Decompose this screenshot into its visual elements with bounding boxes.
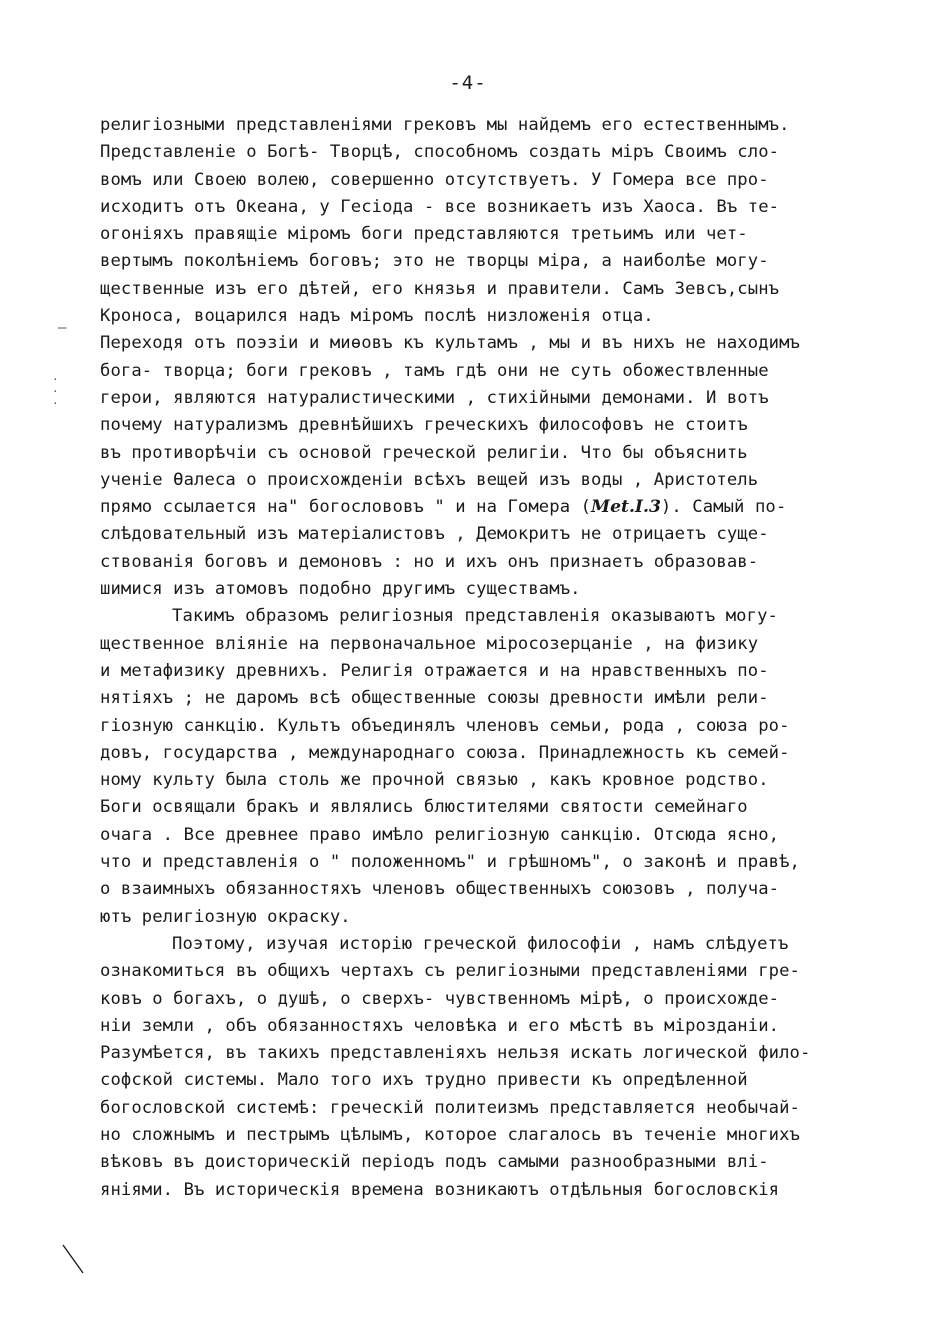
text-line: Такимъ образомъ религіозныя представленія оказываютъ могу- (172, 606, 778, 627)
text-line: щественные изъ его дѣтей, его князья и правители. Самъ Зевсъ,сынъ (100, 278, 780, 299)
text-line: ніи земли , объ обязанностяхъ человѣка и его мѣстѣ въ мірозданіи. (100, 1015, 780, 1036)
text-line: довъ, государства , международнаго союза. Принадлежность къ семей- (100, 742, 790, 763)
text-line: Боги освящали бракъ и являлись блюстителями святости семейнаго (100, 797, 748, 818)
text-line: шимися изъ атомовъ подобно другимъ существамъ. (100, 579, 581, 600)
text-line: вѣковъ въ доисторическій періодъ подъ самыми разнообразными влі- (100, 1152, 769, 1173)
text-line: ознакомиться въ общихъ чертахъ съ религіозными представленіями гре- (100, 961, 800, 982)
text-line: ствованія боговъ и демоновъ : но и ихъ онъ признаетъ образовав- (100, 551, 759, 572)
text-line: исходитъ отъ Океана, у Гесіода - все возникаетъ изъ Хаоса. Въ те- (100, 196, 780, 217)
text-line: въ противорѣчіи съ основой греческой религіи. Что бы объяснить (100, 442, 748, 463)
line-start: прямо ссылается на" богослововъ " и на Гомера ( (100, 497, 592, 518)
text-line-with-citation (100, 494, 840, 521)
text-line: Представленіе о Богѣ- Творцѣ, способномъ создать міръ Своимъ сло- (100, 142, 780, 163)
text-line: яніями. Въ историческія времена возникаютъ отдѣльныя богословскія (100, 1179, 780, 1200)
margin-dot-marks: · · · (52, 373, 59, 410)
text-line: богословской системѣ: греческій политеизмъ представляется необычай- (100, 1097, 800, 1118)
text-line: о взаимныхъ обязанностяхъ членовъ общественныхъ союзовъ , получа- (100, 879, 780, 900)
text-line: Поэтому, изучая исторію греческой философіи , намъ слѣдуетъ (172, 933, 789, 954)
text-line: и метафизику древнихъ. Религія отражается и на нравственныхъ по- (100, 660, 769, 681)
text-line: бога- творца; боги грековъ , тамъ гдѣ они не суть обожествленные (100, 360, 769, 381)
text-line: ковъ о богахъ, о душѣ, о сверхъ- чувственномъ мірѣ, о происхожде- (100, 988, 780, 1009)
text-line: что и представленія о " положенномъ" и грѣшномъ", о законѣ и правѣ, (100, 852, 800, 873)
text-line: религіозными представленіями грековъ мы найдемъ его естественнымъ. (100, 115, 790, 135)
text-line: почему натурализмъ древнѣйшихъ греческихъ философовъ не стоитъ (100, 415, 748, 436)
text-line: очага . Все древнее право имѣло религіозную санкцію. Отсюда ясно, (100, 824, 780, 845)
text-line: герои, являются натуралистическими , стихійными демонами. И вотъ (100, 387, 769, 408)
text-line: софской системы. Мало того ихъ трудно привести къ опредѣленной (100, 1070, 748, 1091)
text-line: ному культу была столь же прочной связью , какъ кровное родство. (100, 770, 769, 791)
margin-dash-mark: – (58, 320, 67, 336)
line-end: ). Самый по- (660, 497, 787, 518)
text-line: нятіяхъ ; не даромъ всѣ общественные союзы древности имѣли рели- (100, 688, 769, 709)
page-number: -4- (449, 72, 487, 94)
text-line: Кроноса, воцарился надъ міромъ послѣ низложенія отца. (100, 306, 654, 327)
text-line: щественное вліяніе на первоначальное міросозерцаніе , на физику (100, 633, 759, 654)
text-line: ютъ религіозную окраску. (100, 906, 351, 927)
text-line: но сложнымъ и пестрымъ цѣлымъ, которое слагалось въ теченіе многихъ (100, 1124, 800, 1145)
text-line: вомъ или Своею волею, совершенно отсутствуетъ. У Гомера все про- (100, 169, 769, 190)
text-line: вертымъ поколѣніемъ боговъ; это не творцы міра, а наиболѣе могу- (100, 251, 769, 272)
text-line: ученіе Ѳалеса о происхожденіи всѣхъ вещей изъ воды , Аристотель (100, 469, 759, 490)
body-text (100, 112, 840, 1204)
text-line: Переходя отъ поэзіи и миѳовъ къ культамъ , мы и въ нихъ не находимъ (100, 333, 800, 354)
handwritten-citation: Met.I.3 (591, 497, 661, 518)
pen-stroke-mark (62, 1244, 84, 1274)
text-line: огоніяхъ правящіе міромъ боги представляются третьимъ или чет- (100, 224, 748, 245)
text-line: Разумѣется, въ такихъ представленіяхъ нельзя искать логической фило- (100, 1043, 811, 1064)
text-line: слѣдовательный изъ матеріалистовъ , Демокритъ не отрицаетъ суще- (100, 524, 769, 545)
text-line: гіозную санкцію. Культъ объединялъ членовъ семьи, рода , союза ро- (100, 715, 790, 736)
